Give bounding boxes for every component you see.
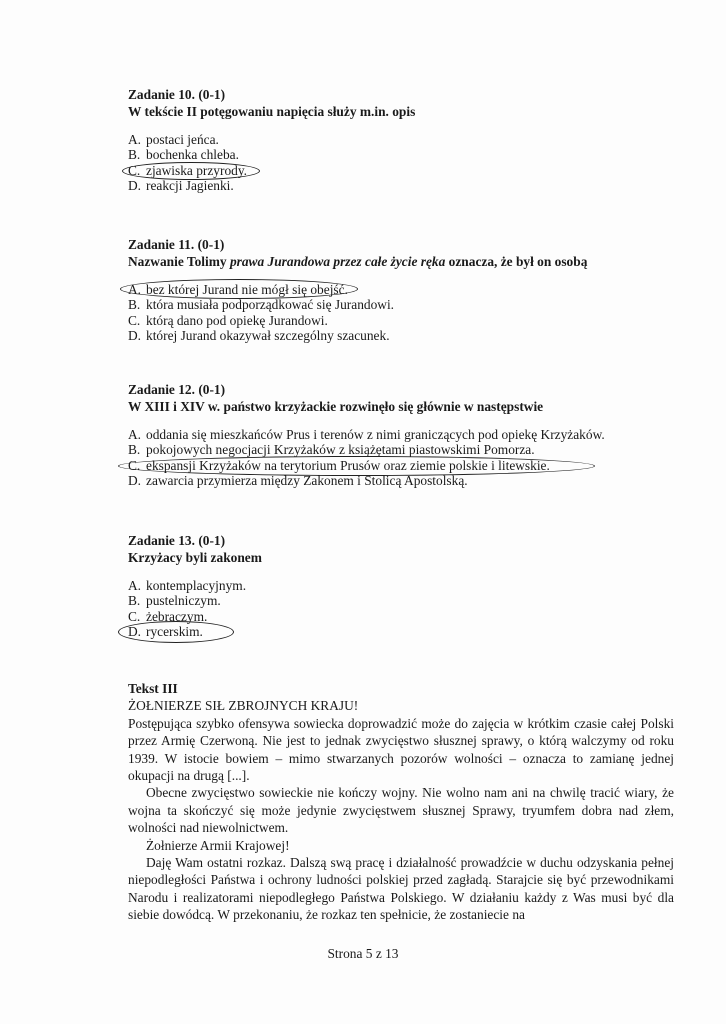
text-3-section bbox=[128, 680, 674, 924]
task-title: Zadanie 12. (0-1) bbox=[128, 382, 226, 397]
options-list bbox=[128, 578, 262, 639]
task-question: W XIII i XIV w. państwo krzyżackie rozwinęło się głównie w następstwie bbox=[128, 399, 544, 414]
option-b[interactable]: B. która musiała podporządkować się Jurandowi. bbox=[128, 297, 395, 313]
option-c[interactable]: C. którą dano pod opiekę Jurandowi. bbox=[128, 312, 328, 328]
paragraph: Postępująca szybko ofensywa sowiecka doprowadzić może do zajęcia w krótkim czasie całej Polski przez Armię Czerwoną. Nie jest to jednak zwycięstwo słusznej sprawy, o którą walczymy od roku 1939. W istocie bowiem – mimo stwarzanych pozorów wolności – oznacza to zamianę jednej okupacji na drugą [...]. bbox=[128, 715, 674, 784]
option-d[interactable]: D. rycerskim. bbox=[128, 624, 262, 639]
task-question: Nazwanie Tolimy prawa Jurandowa przez całe życie ręka oznacza, że był on osobą bbox=[128, 254, 588, 269]
text-3-heading: Tekst III bbox=[128, 681, 178, 696]
options-list bbox=[128, 427, 605, 488]
option-a[interactable]: A. bez której Jurand nie mógł się obejść. bbox=[128, 282, 587, 297]
task-11 bbox=[128, 236, 587, 343]
task-13 bbox=[128, 532, 262, 639]
task-question: Krzyżacy byli zakonem bbox=[128, 550, 262, 565]
option-d[interactable]: D. reakcji Jagienki. bbox=[128, 177, 234, 193]
paragraph: Obecne zwycięstwo sowieckie nie kończy wojny. Nie wolno nam ani na chwilę tracić wiary, że wojna ta skończyć się może jedynie zwycięstwem słusznej Sprawy, tryumfem dobra nad złem, wolności nad niewolnictwem. bbox=[128, 785, 674, 836]
option-b[interactable]: B. pustelniczym. bbox=[128, 593, 221, 609]
task-12 bbox=[128, 381, 605, 488]
task-10 bbox=[128, 86, 415, 193]
option-c[interactable]: C. zjawiska przyrody. bbox=[128, 163, 415, 178]
option-a[interactable]: A. postaci jeńca. bbox=[128, 132, 219, 147]
task-question: W tekście II potęgowaniu napięcia służy m.in. opis bbox=[128, 104, 416, 119]
paragraph: Żołnierze Armii Krajowej! bbox=[146, 837, 290, 853]
page-number: Strona 5 z 13 bbox=[327, 946, 399, 961]
option-d[interactable]: D. zawarcia przymierza między Zakonem i Stolicą Apostolską. bbox=[128, 472, 468, 488]
option-b[interactable]: B. pokojowych negocjacji Krzyżaków z książętami piastowskimi Pomorza. bbox=[128, 442, 535, 458]
task-title: Zadanie 11. (0-1) bbox=[128, 237, 225, 252]
task-title: Zadanie 13. (0-1) bbox=[128, 533, 226, 548]
option-c[interactable]: C. ekspansji Krzyżaków na terytorium Prusów oraz ziemie polskie i litewskie. bbox=[128, 458, 605, 473]
options-list bbox=[128, 282, 587, 343]
paragraph: Daję Wam ostatni rozkaz. Dalszą swą pracę i działalność prowadźcie w duchu odzyskania pełnej niepodległości Państwa i ochrony ludności polskiej przed zagładą. Starajcie się być przewodnikami Narodu i realizatorami niepodległego Państwa Polskiego. W działaniu każdy z Was musi być dla siebie dowódcą. W przekonaniu, że rozkaz ten spełnicie, że zostaniecie na bbox=[128, 855, 674, 923]
options-list bbox=[128, 132, 415, 193]
option-c[interactable]: C. żebraczym. bbox=[128, 608, 208, 624]
option-a[interactable]: A. kontemplacyjnym. bbox=[128, 578, 247, 593]
option-a[interactable]: A. oddania się mieszkańców Prus i terenów z nimi graniczących pod opiekę Krzyżaków. bbox=[128, 427, 605, 442]
text-3-subheading: ŻOŁNIERZE SIŁ ZBROJNYCH KRAJU! bbox=[128, 698, 359, 714]
task-title: Zadanie 10. (0-1) bbox=[128, 87, 226, 102]
option-b[interactable]: B. bochenka chleba. bbox=[128, 147, 239, 163]
option-d[interactable]: D. której Jurand okazywał szczególny szacunek. bbox=[128, 327, 390, 343]
